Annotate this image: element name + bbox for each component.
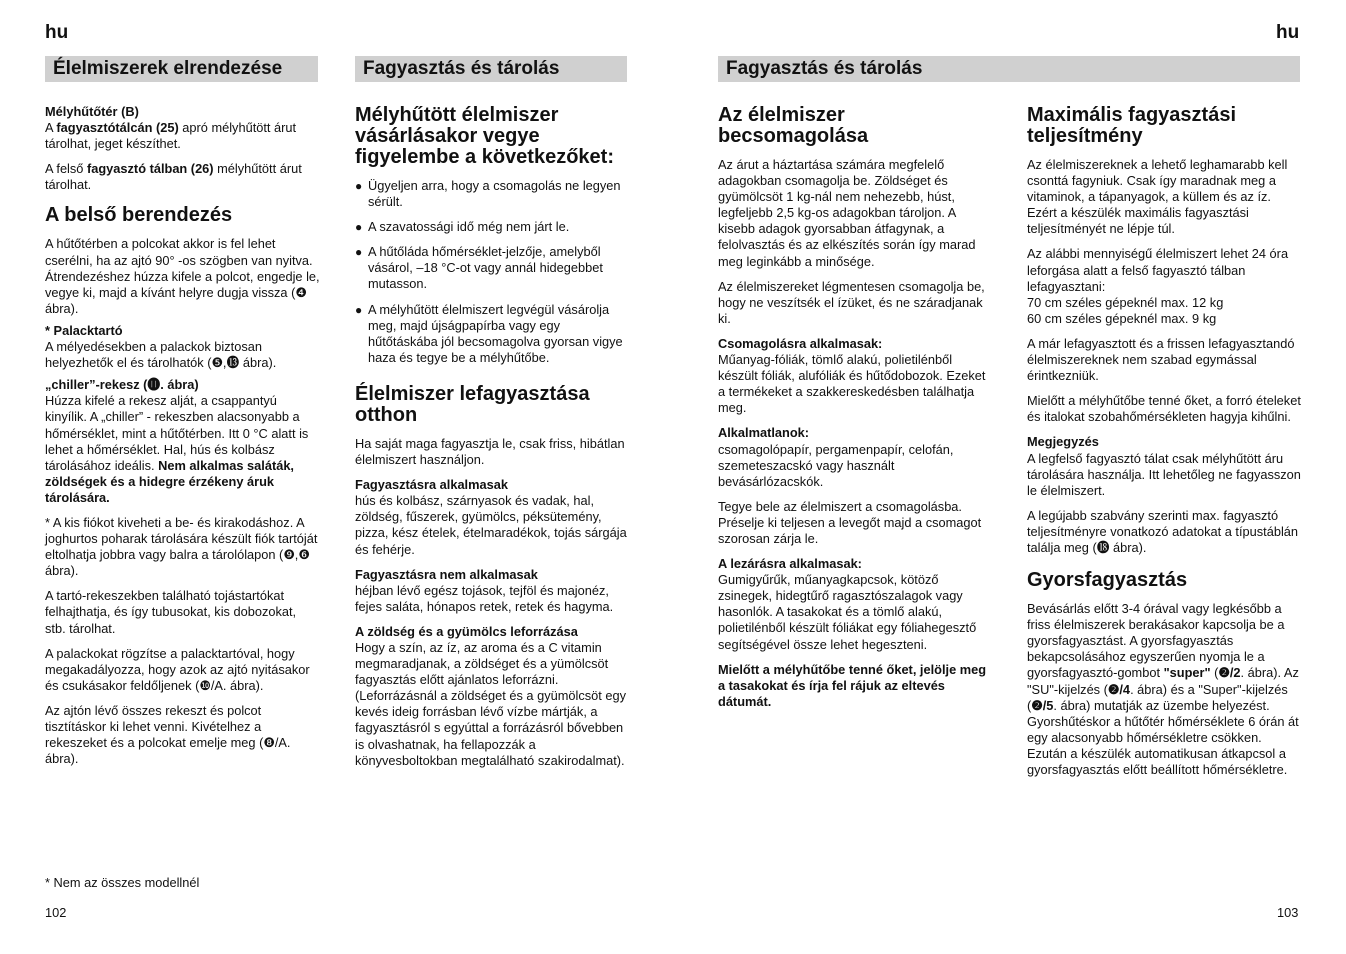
language-tag-right: hu — [1276, 22, 1300, 43]
subheading: A zöldség és a gyümölcs leforrázása — [355, 623, 578, 639]
paragraph: héjban lévő egész tojások, tejföl és majonéz, fejes saláta, hónapos retek, retek és hagyma. — [355, 582, 614, 614]
heading: Az élelmiszer becsomagolása — [718, 104, 869, 147]
heading: Maximális fagyasztási teljesítmény — [1027, 104, 1236, 147]
section-header: Fagyasztás és tárolás — [718, 56, 1300, 82]
column-1 — [45, 104, 320, 776]
paragraph: Az élelmiszereknek a lehető leghamarabb kell csonttá fagyniuk. Csak így maradnak meg a vitaminok, a tápanyagok, a küllem és az íz. Ezért a készülék maximális fagyasztási teljesítményét ne lépje túl. — [1027, 157, 1288, 237]
subheading: Fagyasztásra nem alkalmasak — [355, 566, 538, 582]
column-2 — [355, 95, 629, 778]
paragraph: Mielőtt a mélyhűtőbe tenné őket, a forró ételeket és italokat szobahőmérsékleten hagyja kihűlni. — [1027, 393, 1301, 425]
paragraph: A legfelső fagyasztó tálat csak mélyhűtött áru tárolására használja. Itt lehetőleg ne fagyasszon le élelmiszert. — [1027, 450, 1301, 498]
page-number-left: 102 — [45, 905, 67, 920]
paragraph: Húzza kifelé a rekesz alját, a csappantyú kinyílik. A „chiller” - rekeszben alacsonyabb a hőmérséklet, mint a hűtőtérben. Itt 0 °C alatt is lehet a hőmérséklet. Hal, hús és kolbász tárolásához ideális. Nem alkalmas saláták, zöldségek és a hidegre érzékeny áruk tárolására. — [45, 393, 309, 505]
paragraph: Tegye bele az élelmiszert a csomagolásba. Préselje ki teljesen a levegőt majd a csomagot szorosan zárja le. — [718, 498, 982, 546]
paragraph: A mélyedésekben a palackok biztosan helyezhetők el és tárolhatók (❺,⓭ ábra). — [45, 339, 277, 371]
paragraph: Hogy a szín, az íz, az aroma és a C vitamin megmaradjanak, a zöldséget és a yümölcsöt fagyasztás előtt ajánlatos leforrázni. (Leforrázásnál a zöldséget és a gyümölcsöt egy kevés ideig forrásban lévő vízbe mártják, a fagyasztásról s egyúttal a forrázásról bővebben is olvashatnak, ha fellapozzák a könyvesboltokban megtalálható szakirodalmat). — [355, 639, 627, 768]
paragraph: Az alábbi mennyiségű élelmiszert lehet 24 óra leforgása alatt a felső fagyasztó tálban lefagyasztani: 70 cm széles gépeknél max. 12 kg 60 cm széles gépeknél max. 9 kg — [1027, 246, 1289, 326]
paragraph: csomagolópapír, pergamenpapír, celofán, szemeteszacskó vagy használt bevásárlózacskók. — [718, 441, 954, 489]
list-item: ● A hűtőláda hőmérséklet-jelzője, amelyből vásárol, –18 °C-ot vagy annál hidegebbet mutasson. — [355, 244, 629, 292]
heading: Mélyhűtött élelmiszer vásárlásakor vegye figyelembe a következőket: — [355, 104, 614, 168]
paragraph: * A kis fiókot kiveheti a be- és kirakodáshoz. A joghurtos poharak tárolására készült fiók tartóját eltolhatja jobbra vagy balra a tárolólapon (❾,❻ ábra). — [45, 514, 318, 579]
paragraph: A fagyasztótálcán (25) apró mélyhűtött árut tárolhat, jeget készíthet. — [45, 120, 297, 152]
paragraph: Mielőtt a mélyhűtőbe tenné őket, jelölje meg a tasakokat és írja fel rájuk az eltevés dátumát. — [718, 661, 987, 709]
subheading: Megjegyzés — [1027, 434, 1099, 450]
list-item: ● A szavatossági idő még nem járt le. — [355, 219, 629, 235]
subheading: A lezárásra alkalmasak: — [718, 556, 862, 572]
paragraph: Az ajtón lévő összes rekeszt és polcot tisztításkor ki lehet venni. Kivételhez a rekeszeket és a polcokat emelje meg (❽/A. ábra). — [45, 702, 291, 767]
paragraph: Az árut a háztartása számára megfelelő adagokban csomagolja be. Zöldséget és gyümölcsöt 1 kg-nál nem nehezebb, húst, legfeljebb 2,5 kg-os adagokban tároljon. A kisebb adagok gyorsabban átfagynak, a felolvasztás és az elkészítés során így marad meg leginkább a minősége. — [718, 157, 976, 269]
heading: Gyorsfagyasztás — [1027, 569, 1188, 592]
bullet-list — [355, 178, 629, 366]
subheading: Alkalmatlanok: — [718, 425, 810, 441]
subheading: Mélyhűtőtér (B) — [45, 104, 139, 119]
subheading: Fagyasztásra alkalmasak — [355, 477, 508, 493]
paragraph: Bevásárlás előtt 3-4 órával vagy legkésőbb a friss élelmiszerek berakásakor kapcsolja be a gyorsfagyasztást. A gyorsfagyasztás bekapcsolásához egyszerűen nyomja le a gyorsfagyasztó-gombot "super" (❷/2. ábra). Az "SU"-kijelzés (❷/4. ábra) és a "Super"-kijelzés (❷/5. ábra) mutatják az üzembe helyezést. Gyorshűtéskor a hűtőtér hőmérséklete 6 órán át egy alacsonyabb hőmérsékletre csökken. Ezután a készülék automatikusan átkapcsol a gyorsfagyasztás előtt beállított hőmérsékletre. — [1027, 601, 1299, 777]
subheading: „chiller”-rekesz (⓫. ábra) — [45, 377, 199, 393]
column-3 — [718, 95, 992, 719]
paragraph: hús és kolbász, szárnyasok és vadak, hal, zöldség, fűszerek, gyümölcs, péksütemény, pizza, kész ételek, ételmaradékok, tojás sárgája és fehérje. — [355, 493, 627, 557]
list-item: ● Ügyeljen arra, hogy a csomagolás ne legyen sérült. — [355, 178, 629, 210]
paragraph: Műanyag-fóliák, tömlő alakú, polietilénből készült fóliák, alufóliák és hűtődobozok. Ezeket a termékeket a szakkereskedésben találhatja meg. — [718, 352, 986, 416]
page-number-right: 103 — [1277, 905, 1299, 920]
subheading: Csomagolásra alkalmasak: — [718, 335, 883, 351]
paragraph: A tartó-rekeszekben található tojástartókat felhajthatja, és így tubusokat, kis dobozokat, stb. tárolhat. — [45, 588, 297, 636]
section-header: Élelmiszerek elrendezése — [45, 56, 318, 82]
section-header: Fagyasztás és tárolás — [355, 56, 627, 82]
paragraph: Az élelmiszereket légmentesen csomagolja be, hogy ne veszítsék el ízüket, és ne száradjanak ki. — [718, 278, 985, 326]
paragraph: Ha saját maga fagyasztja le, csak friss, hibátlan élelmiszert használjon. — [355, 435, 625, 468]
paragraph: A hűtőtérben a polcokat akkor is fel lehet cserélni, ha az ajtó 90° -os szögben van nyitva. Átrendezéshez húzza kifele a polcot, engedje le, vegye ki, majd a kívánt helyre dugja vissza (❹ ábra). — [45, 236, 320, 316]
paragraph: A legújabb szabvány szerinti max. fagyasztó teljesítményre vonatkozó adatokat a típustáblán találja meg (⓲ ábra). — [1027, 507, 1299, 555]
paragraph: A palackokat rögzítse a palacktartóval, hogy megakadályozza, hogy azok az ajtó nyitásakor és csukásakor feldőljenek (❿/A. ábra). — [45, 645, 310, 693]
subheading: * Palacktartó — [45, 322, 123, 338]
heading: A belső berendezés — [45, 204, 233, 227]
column-4 — [1027, 95, 1302, 787]
paragraph: A már lefagyasztott és a frissen lefagyasztandó élelmiszereknek nem szabad egymással érintkezniük. — [1027, 335, 1295, 384]
heading: Élelmiszer lefagyasztása otthon — [355, 382, 590, 426]
paragraph: Gumigyűrűk, műanyagkapcsok, kötöző zsinegek, hidegtűrő ragasztószalagok vagy hasonlók. A tasakokat és a tömlő alakú, polietilénből készült fóliákat egy fóliahegesztő segítségével össze lehet hegeszteni. — [718, 572, 977, 652]
list-item: ● A mélyhűtött élelmiszert legvégül vásárolja meg, majd újságpapírba vagy egy hűtőtáskába jól becsomagolva gyorsan vigye haza és tegye be a mélyhűtőbe. — [355, 302, 629, 366]
paragraph: A felső fagyasztó tálban (26) mélyhűtött árut tárolhat. — [45, 161, 302, 193]
language-tag-left: hu — [45, 22, 69, 43]
footnote: * Nem az összes modellnél — [45, 875, 200, 890]
